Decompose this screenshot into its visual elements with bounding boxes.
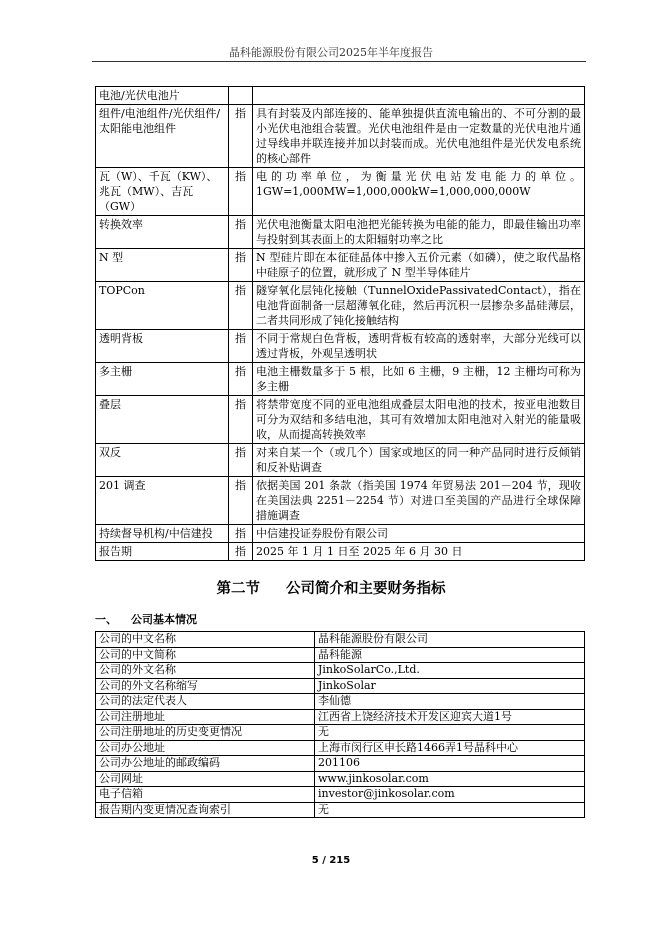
definition-term: 叠层 — [96, 396, 229, 444]
definition-desc: N 型硅片即在本征硅晶体中掺入五价元素（如磷），使之取代晶格中硅原子的位置，就形成了 N 型半导体硅片 — [253, 249, 585, 282]
definition-desc: 隧穿氧化层钝化接触（TunnelOxidePassivatedContact），指在电池背面制备一层超薄氧化硅，然后再沉积一层掺杂多晶硅薄层，二者共同形成了钝化接触结构 — [253, 282, 585, 330]
info-label: 公司的法定代表人 — [96, 694, 315, 710]
info-value: 李仙德 — [315, 694, 585, 710]
page-header: 晶科能源股份有限公司2025年半年度报告 — [229, 46, 433, 59]
definition-ref: 指 — [229, 282, 253, 330]
info-value: 无 — [315, 802, 585, 818]
table-row — [96, 756, 585, 772]
table-row — [96, 694, 585, 710]
table-row — [96, 725, 585, 741]
table-row — [96, 787, 585, 803]
info-label: 公司网址 — [96, 771, 315, 787]
table-row — [96, 663, 585, 679]
definition-term: 透明背板 — [96, 330, 229, 363]
definition-desc: 电池主栅数量多于 5 根，比如 6 主栅，9 主栅，12 主栅均可称为多主栅 — [253, 363, 585, 396]
definition-desc: 光伏电池衡量太阳电池把光能转换为电能的能力，即最佳输出功率与投射到其表面上的太阳辐射功率之比 — [253, 216, 585, 249]
definition-ref: 指 — [229, 477, 253, 525]
table-row — [96, 477, 585, 525]
section-number: 第二节 — [216, 581, 260, 597]
table-row — [96, 740, 585, 756]
definition-desc: 不同于常规白色背板，透明背板有较高的透射率，大部分光线可以透过背板，外观呈透明状 — [253, 330, 585, 363]
definition-term: 持续督导机构/中信建投 — [96, 525, 229, 543]
info-label: 公司办公地址的邮政编码 — [96, 756, 315, 772]
info-value: www.jinkosolar.com — [315, 771, 585, 787]
definition-term: 报告期 — [96, 543, 229, 561]
subsection-number: 一、 — [95, 613, 117, 626]
info-label: 报告期内变更情况查询索引 — [96, 802, 315, 818]
definition-term: 组件/电池组件/光伏组件/太阳能电池组件 — [96, 105, 229, 168]
definition-ref: 指 — [229, 168, 253, 216]
table-row — [96, 168, 585, 216]
info-value: 上海市闵行区申长路1466弄1号晶科中心 — [315, 740, 585, 756]
info-label: 公司办公地址 — [96, 740, 315, 756]
info-label: 公司的外文名称缩写 — [96, 678, 315, 694]
definition-term: 201 调查 — [96, 477, 229, 525]
definition-desc: 将禁带宽度不同的亚电池组成叠层太阳电池的技术，按亚电池数目可分为双结和多结电池，其可有效增加太阳电池对入射光的能量吸收，从而提高转换效率 — [253, 396, 585, 444]
definition-ref: 指 — [229, 543, 253, 561]
table-row — [96, 249, 585, 282]
info-value: investor@jinkosolar.com — [315, 787, 585, 803]
header-divider — [92, 61, 586, 62]
definition-desc: 2025 年 1 月 1 日至 2025 年 6 月 30 日 — [253, 543, 585, 561]
table-row — [96, 543, 585, 561]
table-row — [96, 216, 585, 249]
definition-desc: 对来自某一个（或几个）国家或地区的同一种产品同时进行反倾销和反补贴调查 — [253, 444, 585, 477]
definition-term: 电池/光伏电池片 — [96, 87, 229, 105]
definition-ref: 指 — [229, 525, 253, 543]
definition-desc: 中信建投证券股份有限公司 — [253, 525, 585, 543]
definition-term: 双反 — [96, 444, 229, 477]
section-title — [0, 577, 662, 598]
subsection-title: 公司基本情况 — [131, 613, 197, 626]
definition-desc: 具有封装及内部连接的、能单独提供直流电输出的、不可分割的最小光伏电池组合装置。光伏电池组件是由一定数量的光伏电池片通过导线串并联连接并加以封装而成。光伏电池组件是光伏发电系统的核心部件 — [253, 105, 585, 168]
table-row — [96, 444, 585, 477]
definition-ref: 指 — [229, 105, 253, 168]
info-value: 201106 — [315, 756, 585, 772]
definition-term: 转换效率 — [96, 216, 229, 249]
definitions-table — [95, 86, 585, 561]
definition-desc: 电的功率单位，为衡量光伏电站发电能力的单位。1GW=1,000MW=1,000,000kW=1,000,000,000W — [253, 168, 585, 216]
definition-term: N 型 — [96, 249, 229, 282]
info-label: 公司注册地址的历史变更情况 — [96, 725, 315, 741]
definition-ref: 指 — [229, 330, 253, 363]
company-info-table — [95, 631, 585, 818]
subsection-heading — [95, 611, 197, 627]
table-row — [96, 802, 585, 818]
definition-term: TOPCon — [96, 282, 229, 330]
table-row — [96, 709, 585, 725]
definition-ref: 指 — [229, 444, 253, 477]
info-label: 公司的中文简称 — [96, 647, 315, 663]
table-row — [96, 105, 585, 168]
definition-ref: 指 — [229, 363, 253, 396]
table-row — [96, 525, 585, 543]
info-label: 公司的中文名称 — [96, 632, 315, 648]
table-row — [96, 282, 585, 330]
info-value: JinkoSolarCo.,Ltd. — [315, 663, 585, 679]
info-label: 公司注册地址 — [96, 709, 315, 725]
definition-term: 多主栅 — [96, 363, 229, 396]
table-row — [96, 363, 585, 396]
definition-ref — [229, 87, 253, 105]
info-label: 电子信箱 — [96, 787, 315, 803]
definition-ref: 指 — [229, 249, 253, 282]
table-row — [96, 87, 585, 105]
info-label: 公司的外文名称 — [96, 663, 315, 679]
definition-ref: 指 — [229, 216, 253, 249]
table-row — [96, 330, 585, 363]
info-value: JinkoSolar — [315, 678, 585, 694]
info-value: 无 — [315, 725, 585, 741]
definition-desc — [253, 87, 585, 105]
info-value: 晶科能源股份有限公司 — [315, 632, 585, 648]
section-heading: 公司简介和主要财务指标 — [286, 581, 446, 597]
table-row — [96, 632, 585, 648]
definition-desc: 依据美国 201 条款（指美国 1974 年贸易法 201－204 节，现收在美国法典 2251－2254 节）对进口至美国的产品进行全球保障措施调查 — [253, 477, 585, 525]
table-row — [96, 396, 585, 444]
info-value: 江西省上饶经济技术开发区迎宾大道1号 — [315, 709, 585, 725]
page-number: 5 / 215 — [311, 855, 351, 866]
table-row — [96, 678, 585, 694]
table-row — [96, 647, 585, 663]
definition-term: 瓦（W）、千瓦（KW）、兆瓦（MW）、吉瓦（GW） — [96, 168, 229, 216]
table-row — [96, 771, 585, 787]
info-value: 晶科能源 — [315, 647, 585, 663]
definition-ref: 指 — [229, 396, 253, 444]
